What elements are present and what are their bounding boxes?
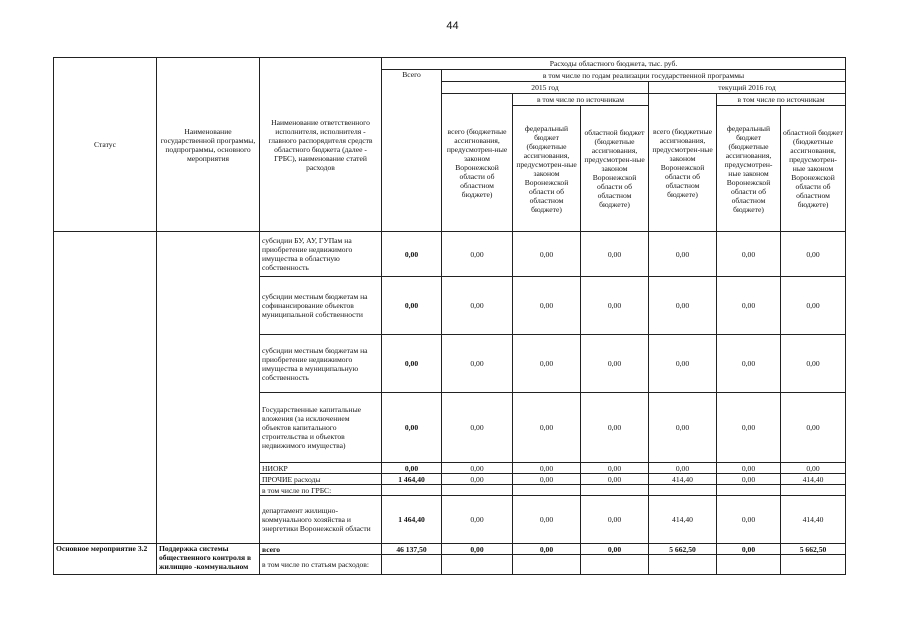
row-value: 0,00 — [649, 277, 717, 335]
row-value: 414,40 — [781, 496, 846, 544]
row-total: 1 464,40 — [382, 474, 442, 485]
row-value: 414,40 — [781, 474, 846, 485]
status-cell-empty — [54, 232, 157, 544]
row-value: 0,00 — [513, 393, 581, 463]
measure-value: 0,00 — [513, 544, 581, 555]
header-expenses: Расходы областного бюджета, тыс. руб. — [382, 58, 846, 70]
row-value: 0,00 — [581, 232, 649, 277]
row-value: 0,00 — [717, 232, 781, 277]
row-name: субсидии местным бюджетам на софинансирование объектов муниципальной собственности — [260, 277, 382, 335]
program-cell-empty — [157, 232, 260, 544]
row-total: 0,00 — [382, 463, 442, 474]
row-value: 414,40 — [649, 496, 717, 544]
row-value: 0,00 — [649, 232, 717, 277]
row-value: 0,00 — [717, 335, 781, 393]
header-program: Наименование государственной программы, подпрограммы, основного мероприятия — [157, 58, 260, 232]
row-value — [781, 485, 846, 496]
row-value: 0,00 — [442, 393, 513, 463]
row-total: 0,00 — [382, 393, 442, 463]
row-value: 0,00 — [717, 496, 781, 544]
budget-table — [53, 57, 846, 575]
measure-total-label: всего — [260, 544, 382, 555]
measure-value — [781, 555, 846, 575]
row-value: 0,00 — [581, 496, 649, 544]
measure-name: Поддержка системы общественного контроля в жилищно -коммунальном — [157, 544, 260, 575]
measure-value: 0,00 — [442, 544, 513, 555]
row-name: Государственные капитальные вложения (за исключением объектов капитального строительства и объектов недвижимого имущества) — [260, 393, 382, 463]
row-value: 0,00 — [581, 474, 649, 485]
measure-value: 0,00 — [717, 544, 781, 555]
row-name: НИОКР — [260, 463, 382, 474]
row-value: 0,00 — [442, 232, 513, 277]
row-total — [382, 485, 442, 496]
header-2015-by-sources: в том числе по источникам — [513, 94, 649, 106]
row-value: 0,00 — [513, 335, 581, 393]
row-value: 0,00 — [442, 496, 513, 544]
row-value: 0,00 — [717, 463, 781, 474]
header-by-years: в том числе по годам реализации государственной программы — [442, 70, 846, 82]
row-value: 0,00 — [442, 277, 513, 335]
row-total: 1 464,40 — [382, 496, 442, 544]
row-value: 0,00 — [717, 474, 781, 485]
row-value — [442, 485, 513, 496]
measure-value: 5 662,50 — [781, 544, 846, 555]
row-name: субсидии БУ, АУ, ГУПам на приобретение недвижимого имущества в областную собственность — [260, 232, 382, 277]
row-value: 0,00 — [513, 463, 581, 474]
row-value — [581, 485, 649, 496]
header-2016-all: всего (бюджетные ассигнования, предусмотрен-ные законом Воронежской области об областном бюджете) — [649, 94, 717, 232]
row-value: 0,00 — [513, 232, 581, 277]
measure-value — [442, 555, 513, 575]
row-value: 0,00 — [442, 474, 513, 485]
measure-value — [581, 555, 649, 575]
measure-total: 46 137,50 — [382, 544, 442, 555]
measure-articles-label: в том числе по статьям расходов: — [260, 555, 382, 575]
header-2015-all: всего (бюджетные ассигнования, предусмотрен-ные законом Воронежской области об областном бюджете) — [442, 94, 513, 232]
row-value: 0,00 — [717, 277, 781, 335]
header-2016-federal: федеральный бюджет (бюджетные ассигнования, предусмотрен-ные законом Воронежской области об областном бюджете) — [717, 106, 781, 232]
header-2016-by-sources: в том числе по источникам — [717, 94, 846, 106]
row-value: 0,00 — [717, 393, 781, 463]
row-value: 0,00 — [781, 232, 846, 277]
header-status: Статус — [54, 58, 157, 232]
row-value: 0,00 — [513, 474, 581, 485]
row-value: 0,00 — [781, 277, 846, 335]
row-total: 0,00 — [382, 277, 442, 335]
measure-value: 5 662,50 — [649, 544, 717, 555]
row-value: 0,00 — [781, 463, 846, 474]
page-number: 44 — [446, 20, 459, 32]
row-value: 0,00 — [581, 463, 649, 474]
row-name: в том числе по ГРБС: — [260, 485, 382, 496]
row-value: 414,40 — [649, 474, 717, 485]
measure-value — [513, 555, 581, 575]
row-name: департамент жилищно-коммунального хозяйства и энергетики Воронежской области — [260, 496, 382, 544]
measure-total — [382, 555, 442, 575]
measure-value: 0,00 — [581, 544, 649, 555]
header-total: Всего — [382, 70, 442, 232]
measure-value — [717, 555, 781, 575]
row-total: 0,00 — [382, 232, 442, 277]
row-value: 0,00 — [442, 463, 513, 474]
row-value: 0,00 — [781, 393, 846, 463]
row-value: 0,00 — [581, 277, 649, 335]
measure-value — [649, 555, 717, 575]
row-value — [717, 485, 781, 496]
row-value — [513, 485, 581, 496]
header-2016-regional: областной бюджет (бюджетные ассигнования, предусмотрен-ные законом Воронежской области об областном бюджете) — [781, 106, 846, 232]
row-value: 0,00 — [442, 335, 513, 393]
header-2015-regional: областной бюджет (бюджетные ассигнования, предусмотрен-ные законом Воронежской области об областном бюджете) — [581, 106, 649, 232]
row-value: 0,00 — [581, 393, 649, 463]
header-year-2016: текущий 2016 год — [649, 82, 846, 94]
row-value — [649, 485, 717, 496]
row-value: 0,00 — [781, 335, 846, 393]
header-year-2015: 2015 год — [442, 82, 649, 94]
row-value: 0,00 — [513, 496, 581, 544]
row-total: 0,00 — [382, 335, 442, 393]
row-value: 0,00 — [649, 393, 717, 463]
row-value: 0,00 — [581, 335, 649, 393]
header-2015-federal: федеральный бюджет (бюджетные ассигнования, предусмотрен-ные законом Воронежской области об областном бюджете) — [513, 106, 581, 232]
header-executor: Наименование ответственного исполнителя, исполнителя - главного распорядителя средств областного бюджета (далее - ГРБС), наименование статей расходов — [260, 58, 382, 232]
row-name: субсидии местным бюджетам на приобретение недвижимого имущества в муниципальную собственность — [260, 335, 382, 393]
row-name: ПРОЧИЕ расходы — [260, 474, 382, 485]
row-value: 0,00 — [513, 277, 581, 335]
measure-status: Основное мероприятие 3.2 — [54, 544, 157, 575]
row-value: 0,00 — [649, 335, 717, 393]
row-value: 0,00 — [649, 463, 717, 474]
